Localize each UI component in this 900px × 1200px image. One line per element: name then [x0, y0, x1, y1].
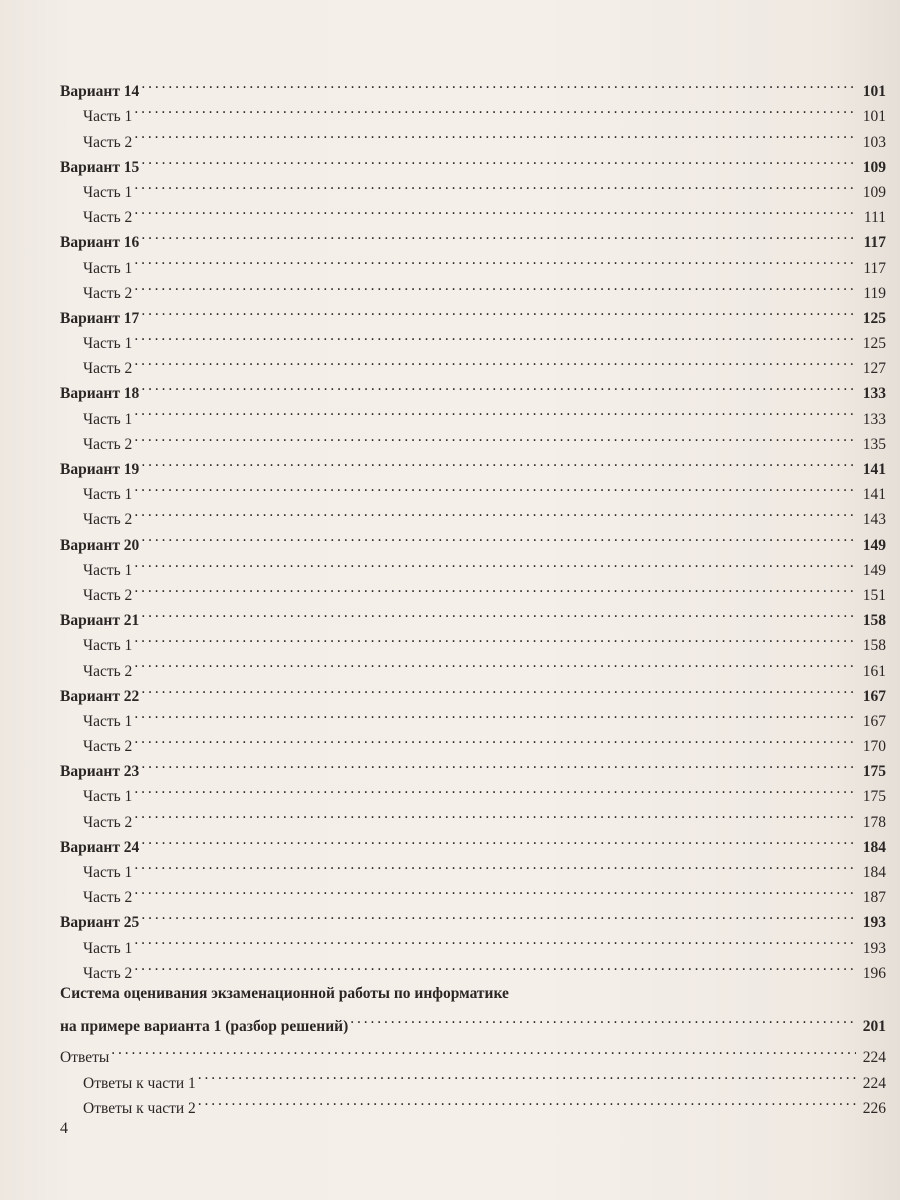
- dot-leader: [134, 953, 856, 978]
- dot-leader: [350, 1006, 856, 1031]
- dot-leader: [134, 701, 856, 726]
- dot-leader: [134, 499, 856, 524]
- dot-leader: [134, 801, 856, 826]
- toc-part-page: 178: [862, 813, 886, 831]
- dot-leader: [134, 474, 856, 499]
- toc-part-label: Часть 1: [83, 259, 133, 277]
- toc-variant-page: 141: [862, 461, 886, 478]
- dot-leader: [134, 323, 856, 348]
- toc-part-page: 149: [862, 561, 886, 579]
- dot-leader: [134, 172, 856, 197]
- dot-leader: [134, 197, 856, 222]
- dot-leader: [134, 852, 856, 877]
- dot-leader: [134, 550, 856, 575]
- toc-part-page: 167: [862, 712, 886, 730]
- dot-leader: [134, 273, 856, 298]
- toc-part-page: 184: [862, 864, 886, 881]
- toc-variant-page: 184: [862, 838, 886, 856]
- toc-variant-page: 149: [862, 536, 886, 554]
- toc-answers-item-label: Ответы к части 1: [83, 1074, 196, 1092]
- toc-part-label: Часть 1: [83, 486, 133, 504]
- toc-part: [60, 550, 886, 579]
- toc-part-page: 193: [862, 939, 886, 957]
- toc-part-label: Часть 2: [83, 435, 133, 453]
- toc-variant-label: Вариант 22: [60, 687, 140, 705]
- toc-part-page: 158: [862, 637, 886, 655]
- toc-part-label: Часть 1: [83, 183, 133, 201]
- toc-variant-label: Вариант 24: [60, 838, 140, 856]
- toc-part: [60, 801, 886, 831]
- toc-part: [60, 726, 886, 756]
- toc-evaluation-title-line1: Система оценивания экзаменационной работы по информатике: [60, 984, 509, 1002]
- toc-part-label: Часть 1: [83, 108, 133, 126]
- toc-part-page: 135: [862, 435, 886, 453]
- page-number: 4: [60, 1120, 68, 1137]
- dot-leader: [134, 927, 856, 952]
- toc-variant-label: Вариант 25: [60, 914, 140, 932]
- toc-part-label: Часть 1: [83, 939, 133, 957]
- toc-variant-page: 175: [862, 763, 886, 781]
- dot-leader: [134, 575, 856, 600]
- toc-variant-label: Вариант 20: [60, 536, 140, 554]
- toc-part: [60, 852, 886, 881]
- toc-part: [60, 927, 886, 957]
- toc-variant: [60, 373, 886, 403]
- toc-part-label: Часть 1: [83, 788, 133, 806]
- toc-variant-page: 117: [863, 234, 886, 252]
- toc-variant-page: 109: [862, 158, 886, 176]
- toc-variant: [60, 71, 886, 101]
- toc-part: [60, 701, 886, 730]
- toc-variant-label: Вариант 15: [60, 158, 140, 176]
- toc-part: [60, 424, 886, 453]
- dot-leader: [141, 902, 856, 927]
- dot-leader: [141, 524, 856, 549]
- toc-evaluation-label: на примере варианта 1 (разбор решений): [60, 1018, 349, 1036]
- toc-variant-label: Вариант 19: [60, 461, 140, 478]
- toc-part: [60, 625, 886, 655]
- toc-part: [60, 348, 886, 378]
- toc-part: [60, 247, 886, 277]
- dot-leader: [141, 676, 856, 701]
- toc-variant: [60, 449, 886, 478]
- toc-evaluation-section: [60, 981, 886, 1036]
- dot-leader: [141, 827, 856, 852]
- dot-leader: [134, 247, 856, 272]
- toc-variant-label: Вариант 14: [60, 83, 140, 101]
- toc-part: [60, 96, 886, 126]
- toc-part-label: Часть 1: [83, 864, 133, 881]
- toc-variant: [60, 222, 886, 252]
- toc-part-label: Часть 2: [83, 511, 133, 529]
- toc-part-page: 103: [862, 133, 886, 151]
- toc-part: [60, 776, 886, 806]
- dot-leader: [198, 1088, 856, 1113]
- dot-leader: [134, 121, 856, 146]
- dot-leader: [134, 650, 856, 675]
- toc-evaluation: [60, 1006, 886, 1036]
- dot-leader: [141, 449, 856, 474]
- toc-part-label: Часть 2: [83, 662, 133, 680]
- toc-part-page: 141: [862, 486, 886, 504]
- toc-variant: [60, 827, 886, 856]
- toc-variant-label: Вариант 23: [60, 763, 140, 781]
- toc-part-page: 125: [862, 335, 886, 353]
- toc-part-label: Часть 1: [83, 712, 133, 730]
- toc-part-label: Часть 2: [83, 964, 133, 982]
- toc-part-label: Часть 2: [83, 889, 133, 907]
- toc-variant-page: 101: [862, 83, 886, 101]
- toc-part: [60, 197, 886, 227]
- toc-variant-page: 133: [862, 385, 886, 403]
- toc-part: [60, 273, 886, 302]
- dot-leader: [134, 96, 856, 121]
- toc-variant-page: 193: [862, 914, 886, 932]
- toc-part-label: Часть 2: [83, 133, 133, 151]
- toc-part-page: 133: [862, 410, 886, 428]
- dot-leader: [134, 348, 856, 373]
- toc-part-label: Часть 2: [83, 813, 133, 831]
- toc-answers-page: 224: [862, 1049, 886, 1067]
- toc-variant: [60, 600, 886, 630]
- toc-part-page: 101: [862, 108, 886, 126]
- dot-leader: [141, 222, 856, 247]
- toc-part-page: 143: [862, 511, 886, 529]
- toc-part-page: 117: [863, 259, 886, 277]
- toc-part-page: 111: [863, 209, 886, 227]
- toc-part-page: 175: [862, 788, 886, 806]
- dot-leader: [141, 751, 856, 776]
- toc-variant: [60, 524, 886, 554]
- toc-part-label: Часть 2: [83, 586, 133, 604]
- toc-part: [60, 398, 886, 428]
- toc-answers-item-label: Ответы к части 2: [83, 1099, 196, 1117]
- toc-part: [60, 499, 886, 529]
- dot-leader: [141, 373, 856, 398]
- toc-part: [60, 323, 886, 353]
- dot-leader: [141, 600, 856, 625]
- toc-part-label: Часть 1: [83, 410, 133, 428]
- dot-leader: [141, 71, 856, 96]
- toc-part-page: 127: [862, 360, 886, 378]
- toc-answers-item-page: 224: [862, 1074, 886, 1092]
- toc-part-page: 161: [862, 662, 886, 680]
- dot-leader: [134, 776, 856, 801]
- toc-variant-label: Вариант 21: [60, 612, 140, 630]
- toc-part-page: 109: [862, 183, 886, 201]
- dot-leader: [134, 398, 856, 423]
- toc-part: [60, 575, 886, 604]
- toc-part-label: Часть 2: [83, 284, 133, 302]
- toc-part-label: Часть 2: [83, 209, 133, 227]
- toc-part: [60, 650, 886, 680]
- toc-part-label: Часть 1: [83, 637, 133, 655]
- toc-part-page: 196: [862, 964, 886, 982]
- toc-variant: [60, 676, 886, 705]
- toc-answers-label: Ответы: [60, 1049, 110, 1067]
- toc-part-page: 119: [863, 284, 886, 302]
- toc-variant: [60, 298, 886, 327]
- toc-evaluation-page: 201: [862, 1018, 886, 1036]
- toc-variant-page: 158: [862, 612, 886, 630]
- toc-variant-label: Вариант 18: [60, 385, 140, 403]
- toc-variant-page: 125: [862, 309, 886, 327]
- toc-part: [60, 877, 886, 907]
- toc-part: [60, 121, 886, 151]
- toc-variant: [60, 751, 886, 781]
- toc-variant-label: Вариант 17: [60, 309, 140, 327]
- toc-part-label: Часть 2: [83, 360, 133, 378]
- toc-part-page: 151: [862, 586, 886, 604]
- dot-leader: [134, 625, 856, 650]
- toc-variant-label: Вариант 16: [60, 234, 140, 252]
- toc-answers-item-page: 226: [862, 1099, 886, 1117]
- dot-leader: [134, 424, 856, 449]
- toc-part-page: 170: [862, 738, 886, 756]
- dot-leader: [141, 147, 856, 172]
- dot-leader: [141, 298, 856, 323]
- toc-variant-page: 167: [862, 687, 886, 705]
- table-of-contents: [60, 71, 886, 1117]
- dot-leader: [134, 726, 856, 751]
- toc-part: [60, 953, 886, 982]
- toc-variant: [60, 902, 886, 932]
- dot-leader: [134, 877, 856, 902]
- toc-part-label: Часть 1: [83, 335, 133, 353]
- toc-part-label: Часть 1: [83, 561, 133, 579]
- dot-leader: [111, 1037, 856, 1062]
- toc-part-page: 187: [862, 889, 886, 907]
- toc-part: [60, 172, 886, 201]
- toc-part-label: Часть 2: [83, 738, 133, 756]
- toc-part: [60, 474, 886, 504]
- toc-answers: [60, 1037, 886, 1067]
- toc-variant: [60, 147, 886, 176]
- toc-answers-item: [60, 1062, 886, 1092]
- dot-leader: [198, 1062, 856, 1087]
